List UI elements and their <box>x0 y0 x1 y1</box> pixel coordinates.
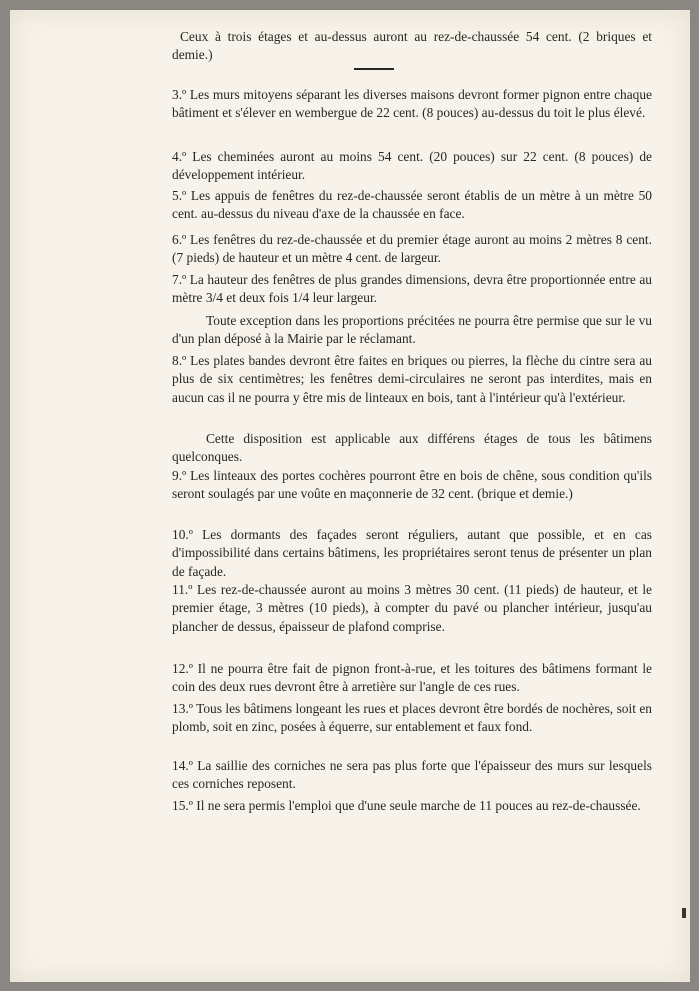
article-6: 6.º Les fenêtres du rez-de-chaussée et du premier étage auront au moins 2 mètres 8 cent. (7 pieds) de hauteur et un mètre 4 cent. de largeur. <box>172 232 652 266</box>
article-5: 5.º Les appuis de fenêtres du rez-de-chaussée seront établis de un mètre à un mètre 50 cent. au-dessus du niveau d'axe de la chaussée en face. <box>172 188 652 222</box>
article-3: 3.º Les murs mitoyens séparant les diverses maisons devront former pignon entre chaque bâtiment et s'élever en wembergue de 22 cent. (8 pouces) au-dessus du toit le plus élevé. <box>172 87 652 121</box>
article-7: 7.º La hauteur des fenêtres de plus grandes dimensions, devra être proportionnée entre au mètre 3/4 et deux fois 1/4 leur largeur. <box>172 272 652 306</box>
binding-mark <box>682 908 686 918</box>
intro-paragraph: Ceux à trois étages et au-dessus auront au rez-de-chaussée 54 cent. (2 briques et demie.) <box>172 29 652 63</box>
separator-rule <box>354 68 394 70</box>
article-8-note: Cette disposition est applicable aux différens étages de tous les bâtimens quelconques. <box>172 431 652 465</box>
document-body <box>10 10 690 982</box>
article-13: 13.º Tous les bâtimens longeant les rues et places devront être bordés de nochères, soit en plomb, soit en zinc, posées à équerre, sur entablement et faux fond. <box>172 701 652 735</box>
article-15: 15.º Il ne sera permis l'emploi que d'une seule marche de 11 pouces au rez-de-chaussée. <box>172 798 641 813</box>
article-10: 10.º Les dormants des façades seront réguliers, autant que possible, et en cas d'impossibilité dans certains bâtimens, les propriétaires seront tenus de présenter un plan de façade. <box>172 527 652 579</box>
article-9: 9.º Les linteaux des portes cochères pourront être en bois de chêne, sous condition qu'ils seront soulagés par une voûte en maçonnerie de 32 cent. (brique et demie.) <box>172 468 652 502</box>
article-7-exception: Toute exception dans les proportions précitées ne pourra être permise que sur le vu d'un plan déposé à la Mairie par le réclamant. <box>172 313 652 347</box>
article-12: 12.º Il ne pourra être fait de pignon front-à-rue, et les toitures des bâtimens formant le coin des deux rues devront être à arretière sur l'angle de ces rues. <box>172 661 652 695</box>
document-page <box>10 10 690 982</box>
article-8: 8.º Les plates bandes devront être faites en briques ou pierres, la flèche du cintre sera au plus de six centimètres; les fenêtres demi-circulaires ne seront pas interdites, mais en aucun cas il ne pourra y être mis de linteaux en bois, tant à l'intérieur qu'à l'extérieur. <box>172 353 652 405</box>
article-14: 14.º La saillie des corniches ne sera pas plus forte que l'épaisseur des murs sur lesquels ces corniches reposent. <box>172 758 652 792</box>
article-11: 11.º Les rez-de-chaussée auront au moins 3 mètres 30 cent. (11 pieds) de hauteur, et le premier étage, 3 mètres (10 pieds), à compter du pavé ou plancher intérieur, jusqu'au plancher de dessus, épaisseur de plafond comprise. <box>172 582 652 634</box>
article-4: 4.º Les cheminées auront au moins 54 cent. (20 pouces) sur 22 cent. (8 pouces) de développement intérieur. <box>172 149 652 183</box>
